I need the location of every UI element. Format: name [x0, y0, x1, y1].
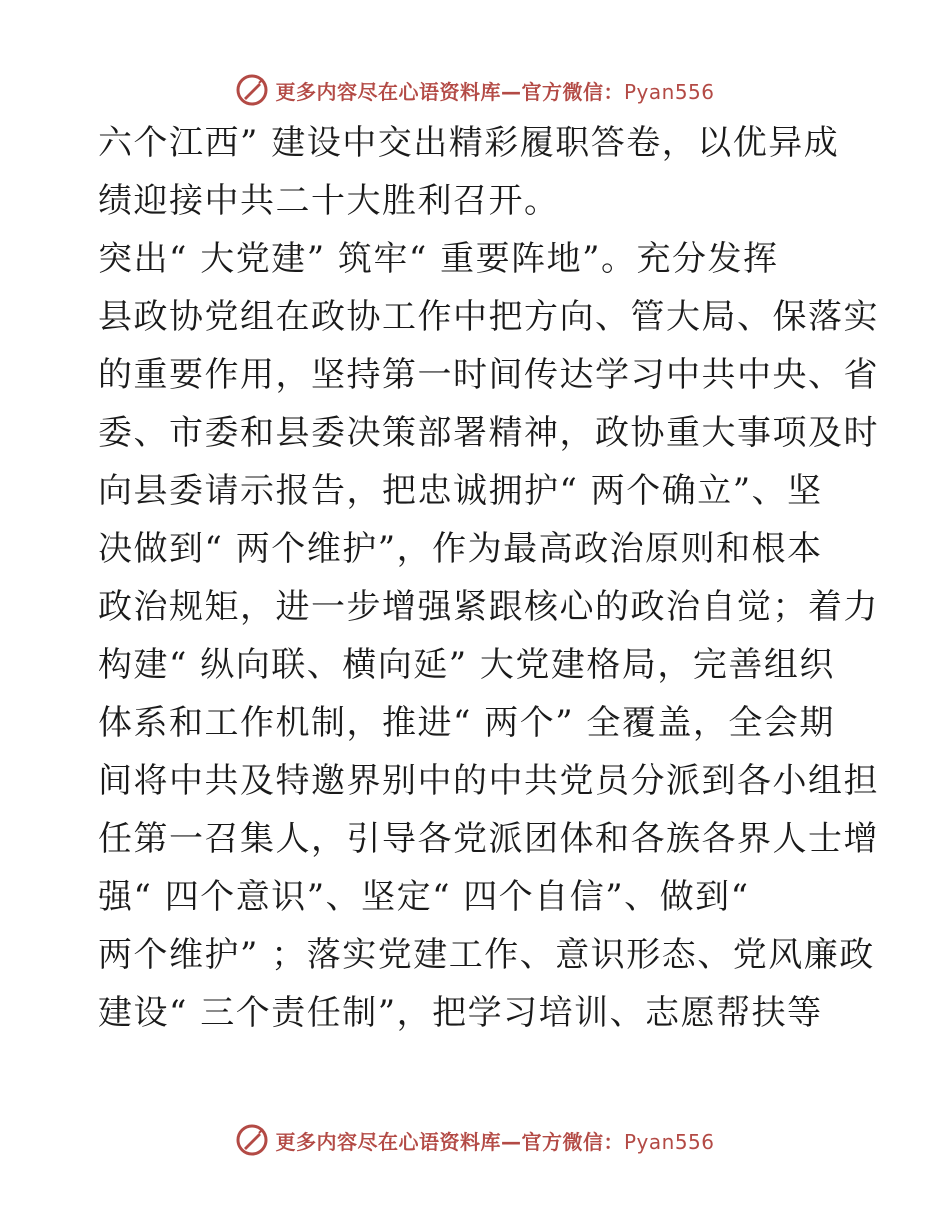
text-line: 建设“ 三个责任制”，把学习培训、志愿帮扶等 [98, 993, 823, 1033]
text-line: 向县委请示报告，把忠诚拥护“ 两个确立”、坚 [98, 471, 823, 511]
document-body [98, 120, 879, 1048]
text-line: 政治规矩，进一步增强紧跟核心的政治自觉；着力 [98, 587, 879, 627]
text-line: 体系和工作机制，推进“ 两个” 全覆盖，全会期 [98, 703, 835, 743]
text-line: 构建“ 纵向联、横向延” 大党建格局，完善组织 [98, 645, 835, 685]
watermark-text: 更多内容尽在心语资料库—官方微信：Pyan556 [275, 1129, 715, 1154]
quill-logo-icon [235, 1123, 269, 1157]
text-line: 任第一召集人，引导各党派团体和各族各界人士增 [98, 819, 879, 859]
header-watermark [0, 70, 950, 110]
text-line: 六个江西” 建设中交出精彩履职答卷，以优异成 [98, 123, 840, 163]
text-line: 决做到“ 两个维护”，作为最高政治原则和根本 [98, 529, 823, 569]
watermark-text: 更多内容尽在心语资料库—官方微信：Pyan556 [275, 79, 715, 104]
text-line: 强“ 四个意识”、坚定“ 四个自信”、做到“ [98, 877, 750, 917]
text-line: 绩迎接中共二十大胜利召开。 [98, 181, 560, 221]
text-line: 突出“ 大党建” 筑牢“ 重要阵地”。充分发挥 [98, 239, 779, 279]
quill-logo-icon [235, 73, 269, 107]
text-line: 县政协党组在政协工作中把方向、管大局、保落实 [98, 297, 879, 337]
text-line: 的重要作用，坚持第一时间传达学习中共中央、省 [98, 355, 879, 395]
text-line: 两个维护” ；落实党建工作、意识形态、党风廉政 [98, 935, 875, 975]
text-line: 间将中共及特邀界别中的中共党员分派到各小组担 [98, 761, 879, 801]
footer-watermark [0, 1120, 950, 1160]
text-line: 委、市委和县委决策部署精神，政协重大事项及时 [98, 413, 879, 453]
